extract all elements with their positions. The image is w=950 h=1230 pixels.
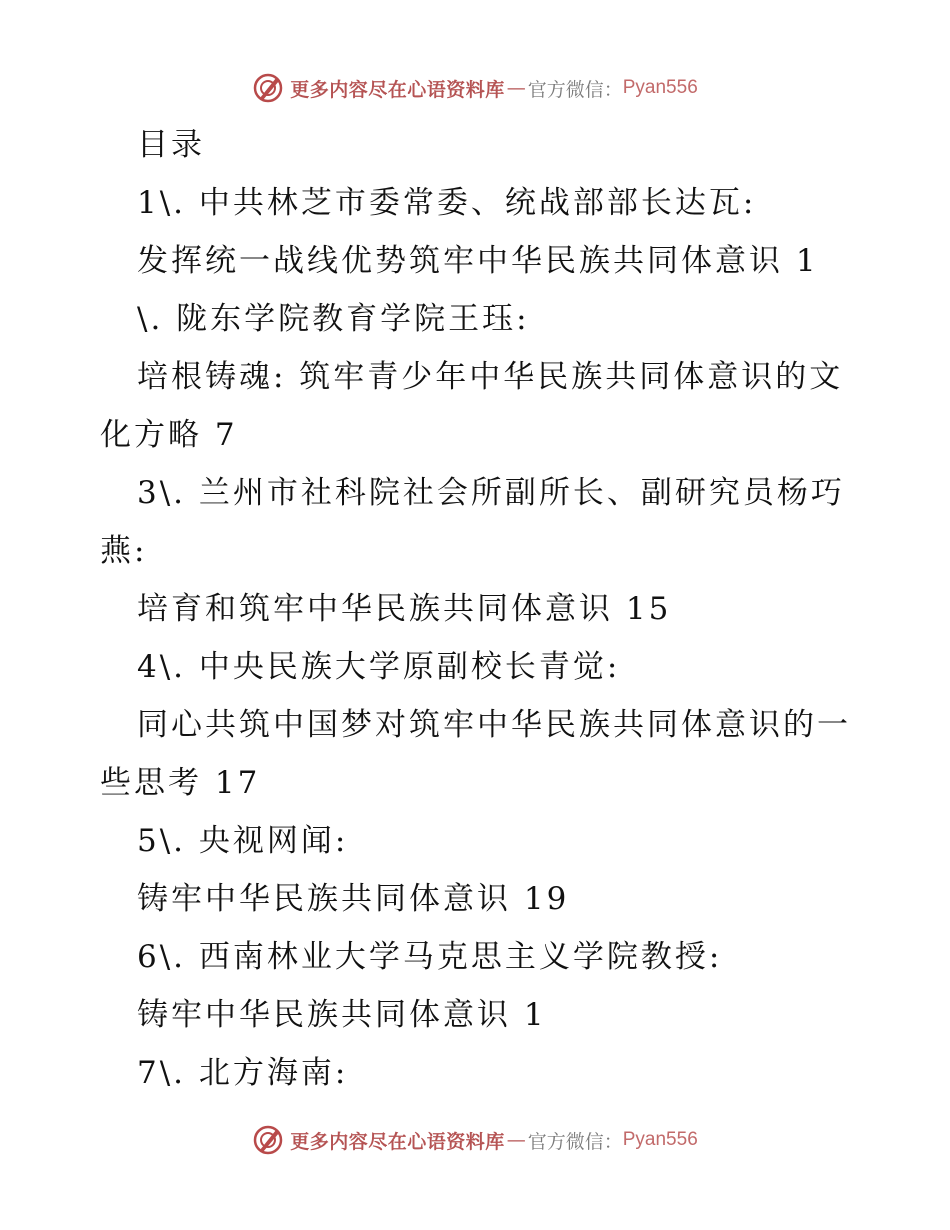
toc-line: 发挥统一战线优势筑牢中华民族共同体意识 1 — [137, 243, 819, 279]
toc-line: 7\. 北方海南: — [137, 1055, 349, 1091]
toc-line: 培根铸魂: 筑牢青少年中华民族共同体意识的文 — [137, 359, 844, 395]
toc-line: 3\. 兰州市社科院社会所副所长、副研究员杨巧 — [137, 475, 845, 511]
toc-line: 同心共筑中国梦对筑牢中华民族共同体意识的一 — [137, 707, 851, 743]
toc-line: 化方略 7 — [100, 417, 238, 453]
quill-logo-icon — [252, 1124, 284, 1156]
toc-line: 些思考 17 — [100, 765, 261, 801]
watermark-main-text: 更多内容尽在心语资料库 — [290, 1130, 505, 1153]
quill-logo-icon — [252, 72, 284, 104]
toc-title: 目录 — [137, 127, 205, 163]
watermark-dash: — — [506, 77, 526, 99]
watermark-main-text: 更多内容尽在心语资料库 — [290, 78, 505, 101]
watermark-dash: — — [506, 1129, 526, 1151]
watermark-wechat-id: Pyan556 — [622, 1129, 698, 1150]
toc-line: \. 陇东学院教育学院王珏: — [137, 301, 530, 337]
watermark-wechat-label: 官方微信： — [527, 78, 623, 101]
watermark-wechat-id: Pyan556 — [622, 77, 698, 98]
toc-line: 5\. 央视网闻: — [137, 823, 349, 859]
toc-line: 铸牢中华民族共同体意识 1 — [137, 997, 547, 1033]
toc-line: 1\. 中共林芝市委常委、统战部部长达瓦: — [137, 185, 757, 221]
watermark-footer — [0, 1124, 950, 1156]
toc-line: 铸牢中华民族共同体意识 19 — [137, 881, 570, 917]
watermark-header — [0, 72, 950, 104]
toc-line: 4\. 中央民族大学原副校长青觉: — [137, 649, 621, 685]
toc-line: 培育和筑牢中华民族共同体意识 15 — [137, 591, 672, 627]
toc-line: 6\. 西南林业大学马克思主义学院教授: — [137, 939, 723, 975]
toc-line: 燕: — [100, 533, 148, 569]
watermark-wechat-label: 官方微信： — [527, 1130, 623, 1153]
